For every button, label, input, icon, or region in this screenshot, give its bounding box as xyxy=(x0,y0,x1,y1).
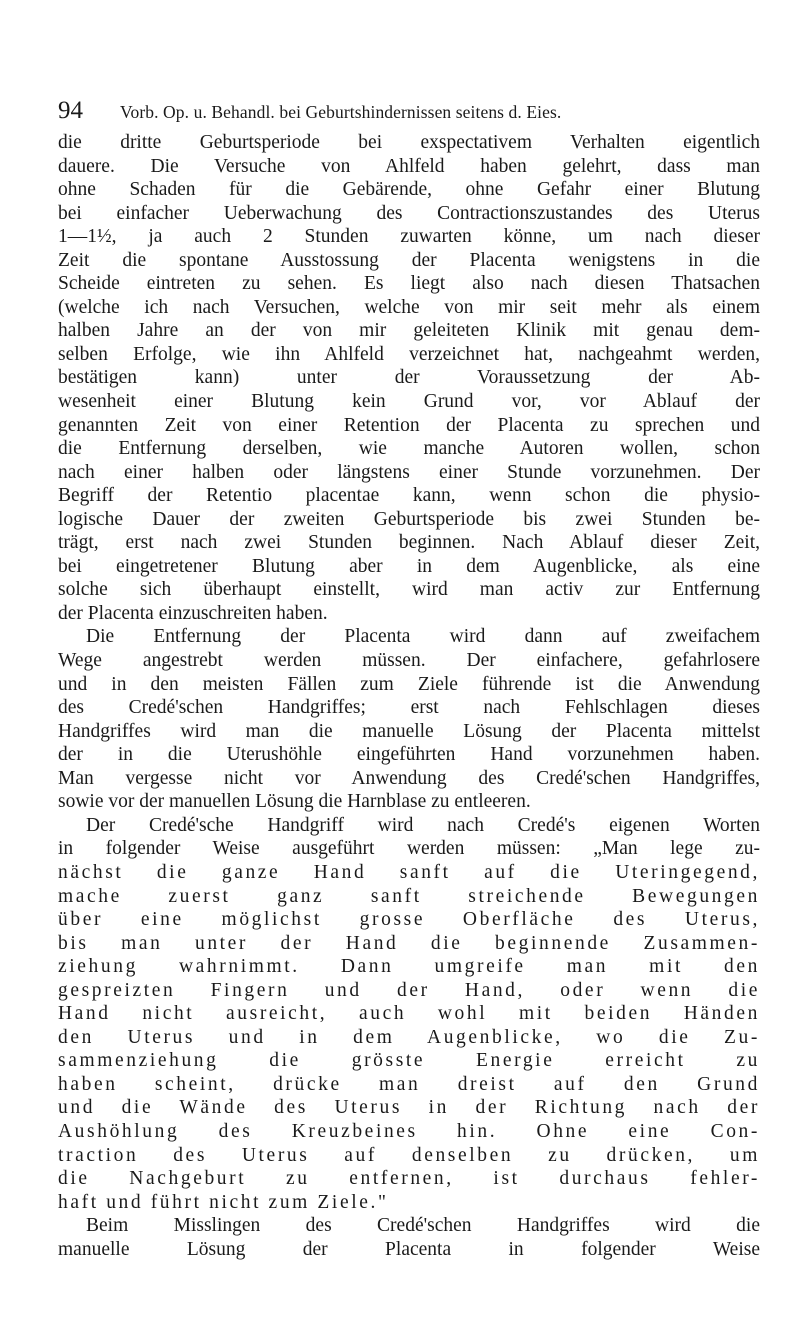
text-line: und in den meisten Fällen zum Ziele führende ist die Anwendung xyxy=(58,673,760,695)
text-line: und die Wände des Uterus in der Richtung nach der xyxy=(58,1097,760,1119)
text-line: die dritte Geburtsperiode bei exspectativem Verhalten eigentlich xyxy=(58,132,760,153)
text-line: bei eingetretener Blutung aber in dem Augenblicke, als eine xyxy=(58,555,760,577)
text-line: 1—1½, ja auch 2 Stunden zuwarten könne, um nach dieser xyxy=(58,226,760,248)
text-line: nächst die ganze Hand sanft auf die Uteringegend, xyxy=(58,861,760,883)
text-line: haben scheint, drücke man dreist auf den Grund xyxy=(58,1073,760,1095)
text-line: bei einfacher Ueberwachung des Contractionszustandes des Uterus xyxy=(58,202,760,224)
text-line: der in die Uterushöhle eingeführten Hand vorzunehmen haben. xyxy=(58,744,760,766)
text-line: sowie vor der manuellen Lösung die Harnblase zu entleeren. xyxy=(58,791,531,813)
text-line: Begriff der Retentio placentae kann, wenn schon die physio- xyxy=(58,485,760,507)
text-line: Handgriffes wird man die manuelle Lösung der Placenta mittelst xyxy=(58,720,760,742)
text-line: Beim Misslingen des Credé'schen Handgriffes wird die xyxy=(86,1215,760,1237)
body-text xyxy=(58,131,760,1261)
text-line: Scheide eintreten zu sehen. Es liegt also nach diesen Thatsachen xyxy=(58,273,760,295)
text-line: Die Entfernung der Placenta wird dann auf zweifachem xyxy=(86,626,760,648)
text-line: ziehung wahrnimmt. Dann umgreife man mit den xyxy=(58,956,760,978)
text-line: traction des Uterus auf denselben zu drücken, um xyxy=(58,1144,760,1166)
text-line: Man vergesse nicht vor Anwendung des Credé'schen Handgriffes, xyxy=(58,767,760,789)
text-line: der Placenta einzuschreiten haben. xyxy=(58,602,328,624)
text-line: nach einer halben oder längstens einer Stunde vorzunehmen. Der xyxy=(58,461,760,483)
text-line: sammenziehung die grösste Energie erreicht zu xyxy=(58,1050,760,1072)
text-line: halben Jahre an der von mir geleiteten Klinik mit genau dem- xyxy=(58,320,760,342)
text-line: gespreizten Fingern und der Hand, oder wenn die xyxy=(58,979,760,1001)
text-line: Aushöhlung des Kreuzbeines hin. Ohne eine Con- xyxy=(58,1120,760,1142)
text-line: in folgender Weise ausgeführt werden müssen: „Man lege zu- xyxy=(58,838,760,860)
text-line: über eine möglichst grosse Oberfläche des Uterus, xyxy=(58,909,760,931)
text-line: den Uterus und in dem Augenblicke, wo die Zu- xyxy=(58,1026,760,1048)
text-line: die Nachgeburt zu entfernen, ist durchaus fehler- xyxy=(58,1168,760,1190)
text-line: manuelle Lösung der Placenta in folgender Weise xyxy=(58,1238,760,1260)
text-line: Zeit die spontane Ausstossung der Placenta wenigstens in die xyxy=(58,249,760,271)
text-line: des Credé'schen Handgriffes; erst nach Fehlschlagen dieses xyxy=(58,697,760,719)
text-line: ohne Schaden für die Gebärende, ohne Gefahr einer Blutung xyxy=(58,179,760,201)
page-number: 94 xyxy=(58,97,83,124)
text-line: Wege angestrebt werden müssen. Der einfachere, gefahrlosere xyxy=(58,650,760,672)
text-line: bestätigen kann) unter der Voraussetzung der Ab- xyxy=(58,367,760,389)
text-line: (welche ich nach Versuchen, welche von mir seit mehr als einem xyxy=(58,296,760,318)
text-line: die Entfernung derselben, wie manche Autoren wollen, schon xyxy=(58,438,760,460)
text-line: Der Credé'sche Handgriff wird nach Credé's eigenen Worten xyxy=(86,814,760,836)
text-line: mache zuerst ganz sanft streichende Bewegungen xyxy=(58,885,760,907)
running-head xyxy=(58,96,758,126)
text-line: selben Erfolge, wie ihn Ahlfeld verzeichnet hat, nachgeahmt werden, xyxy=(58,343,760,365)
text-line: logische Dauer der zweiten Geburtsperiode bis zwei Stunden be- xyxy=(58,508,760,530)
text-line: trägt, erst nach zwei Stunden beginnen. Nach Ablauf dieser Zeit, xyxy=(58,532,760,554)
text-line: bis man unter der Hand die beginnende Zusammen- xyxy=(58,932,760,954)
text-line: solche sich überhaupt einstellt, wird man activ zur Entfernung xyxy=(58,579,760,601)
text-line: wesenheit einer Blutung kein Grund vor, vor Ablauf der xyxy=(58,391,760,413)
text-line: genannten Zeit von einer Retention der Placenta zu sprechen und xyxy=(58,414,760,436)
text-line: Hand nicht ausreicht, auch wohl mit beiden Händen xyxy=(58,1003,760,1025)
text-line: dauere. Die Versuche von Ahlfeld haben gelehrt, dass man xyxy=(58,155,760,177)
running-head-title: Vorb. Op. u. Behandl. bei Geburtshindernissen seitens d. Eies. xyxy=(120,102,562,122)
text-line: haft und führt nicht zum Ziele." xyxy=(58,1191,389,1213)
